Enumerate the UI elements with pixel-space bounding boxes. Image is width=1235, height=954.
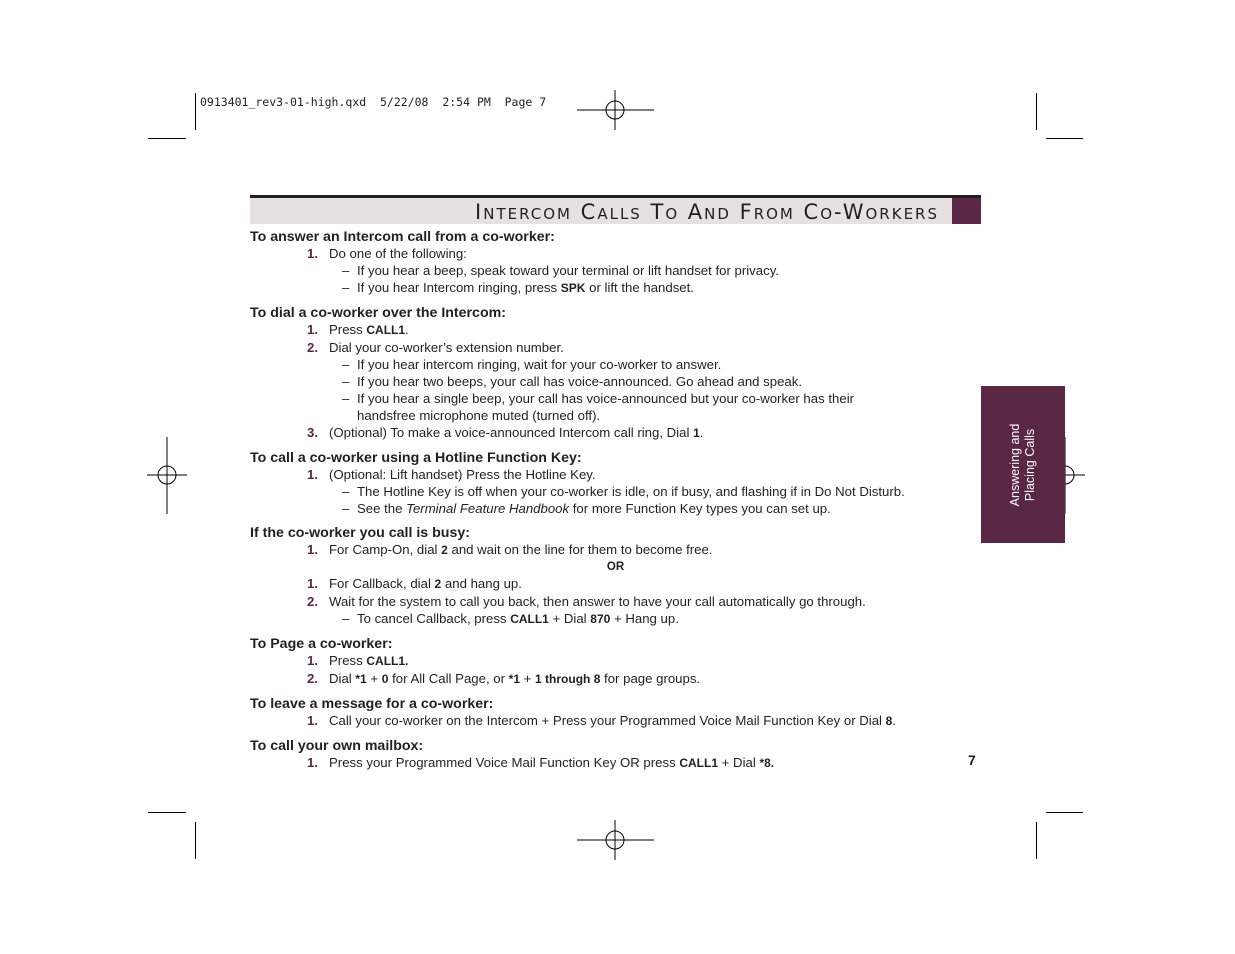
title-accent-block — [952, 198, 981, 224]
or-separator: OR — [606, 561, 625, 573]
step: 2. Dial *1 + 0 for All Call Page, or *1 + 1 through 8 for page groups. — [307, 671, 701, 686]
bullet: – To cancel Callback, press CALL1 + Dial 870 + Hang up. — [342, 611, 679, 626]
page-number: 7 — [968, 752, 976, 768]
crop-mark — [1046, 812, 1083, 813]
section-hotline — [250, 450, 990, 517]
main-content — [250, 229, 990, 780]
step: 1. Press CALL1. — [307, 322, 409, 337]
step: 1. For Callback, dial 2 and hang up. — [307, 576, 522, 591]
section-heading: To call a co-worker using a Hotline Function Key: — [250, 450, 582, 466]
bullet: – If you hear two beeps, your call has voice-announced. Go ahead and speak. — [342, 374, 803, 389]
step: 1. Call your co-worker on the Intercom + Press your Programmed Voice Mail Function Key or Dial 8. — [307, 713, 897, 728]
step: 2. Wait for the system to call you back, then answer to have your call automatically go through. — [307, 594, 866, 609]
step: 3. (Optional) To make a voice-announced Intercom call ring, Dial 1. — [307, 425, 704, 440]
section-heading: To leave a message for a co-worker: — [250, 696, 494, 712]
side-tab-label: Answering and Placing Calls — [1008, 423, 1037, 506]
section-heading: To answer an Intercom call from a co-worker: — [250, 229, 555, 245]
crop-mark — [148, 812, 186, 813]
crop-mark — [1046, 138, 1083, 139]
bullet: – If you hear a beep, speak toward your terminal or lift handset for privacy. — [342, 263, 779, 278]
step: 1. Press your Programmed Voice Mail Function Key OR press CALL1 + Dial *8. — [307, 755, 775, 770]
registration-mark-left — [147, 437, 187, 514]
step: 1. For Camp-On, dial 2 and wait on the line for them to become free. — [307, 542, 713, 557]
registration-mark-bottom — [577, 820, 654, 860]
page-title: Intercom Calls To And From Co-Workers — [475, 200, 939, 224]
chapter-side-tab — [981, 386, 1065, 543]
section-answer — [250, 229, 990, 297]
section-dial — [250, 305, 990, 442]
section-message — [250, 696, 990, 730]
step: 1. Do one of the following: — [307, 246, 467, 261]
step: 1. Press CALL1. — [307, 653, 409, 668]
bullet: – If you hear a single beep, your call has voice-announced but your co-worker has their handsfree microphone muted (turned off). — [342, 391, 855, 423]
crop-mark — [195, 93, 196, 130]
crop-mark — [1036, 93, 1037, 130]
section-heading: To call your own mailbox: — [250, 738, 424, 754]
section-title-bar — [250, 195, 981, 224]
bullet: – See the Terminal Feature Handbook for more Function Key types you can set up. — [342, 501, 831, 516]
bullet: – The Hotline Key is off when your co-worker is idle, on if busy, and flashing if in Do Not Disturb. — [342, 484, 905, 499]
section-busy — [250, 525, 990, 628]
section-heading: To dial a co-worker over the Intercom: — [250, 305, 506, 321]
step: 1. (Optional: Lift handset) Press the Hotline Key. — [307, 467, 596, 482]
crop-mark — [148, 138, 186, 139]
bullet: – If you hear Intercom ringing, press SPK or lift the handset. — [342, 280, 694, 295]
section-mailbox — [250, 738, 990, 772]
section-page — [250, 636, 990, 688]
section-heading: To Page a co-worker: — [250, 636, 393, 652]
crop-mark — [195, 822, 196, 859]
bullet: – If you hear intercom ringing, wait for your co-worker to answer. — [342, 357, 722, 372]
crop-mark — [1036, 822, 1037, 859]
section-heading: If the co-worker you call is busy: — [250, 525, 470, 541]
print-slug: 0913401_rev3-01-high.qxd 5/22/08 2:54 PM Page 7 — [200, 95, 547, 109]
step: 2. Dial your co-worker’s extension number. — [307, 340, 564, 355]
registration-mark-top — [577, 90, 654, 130]
